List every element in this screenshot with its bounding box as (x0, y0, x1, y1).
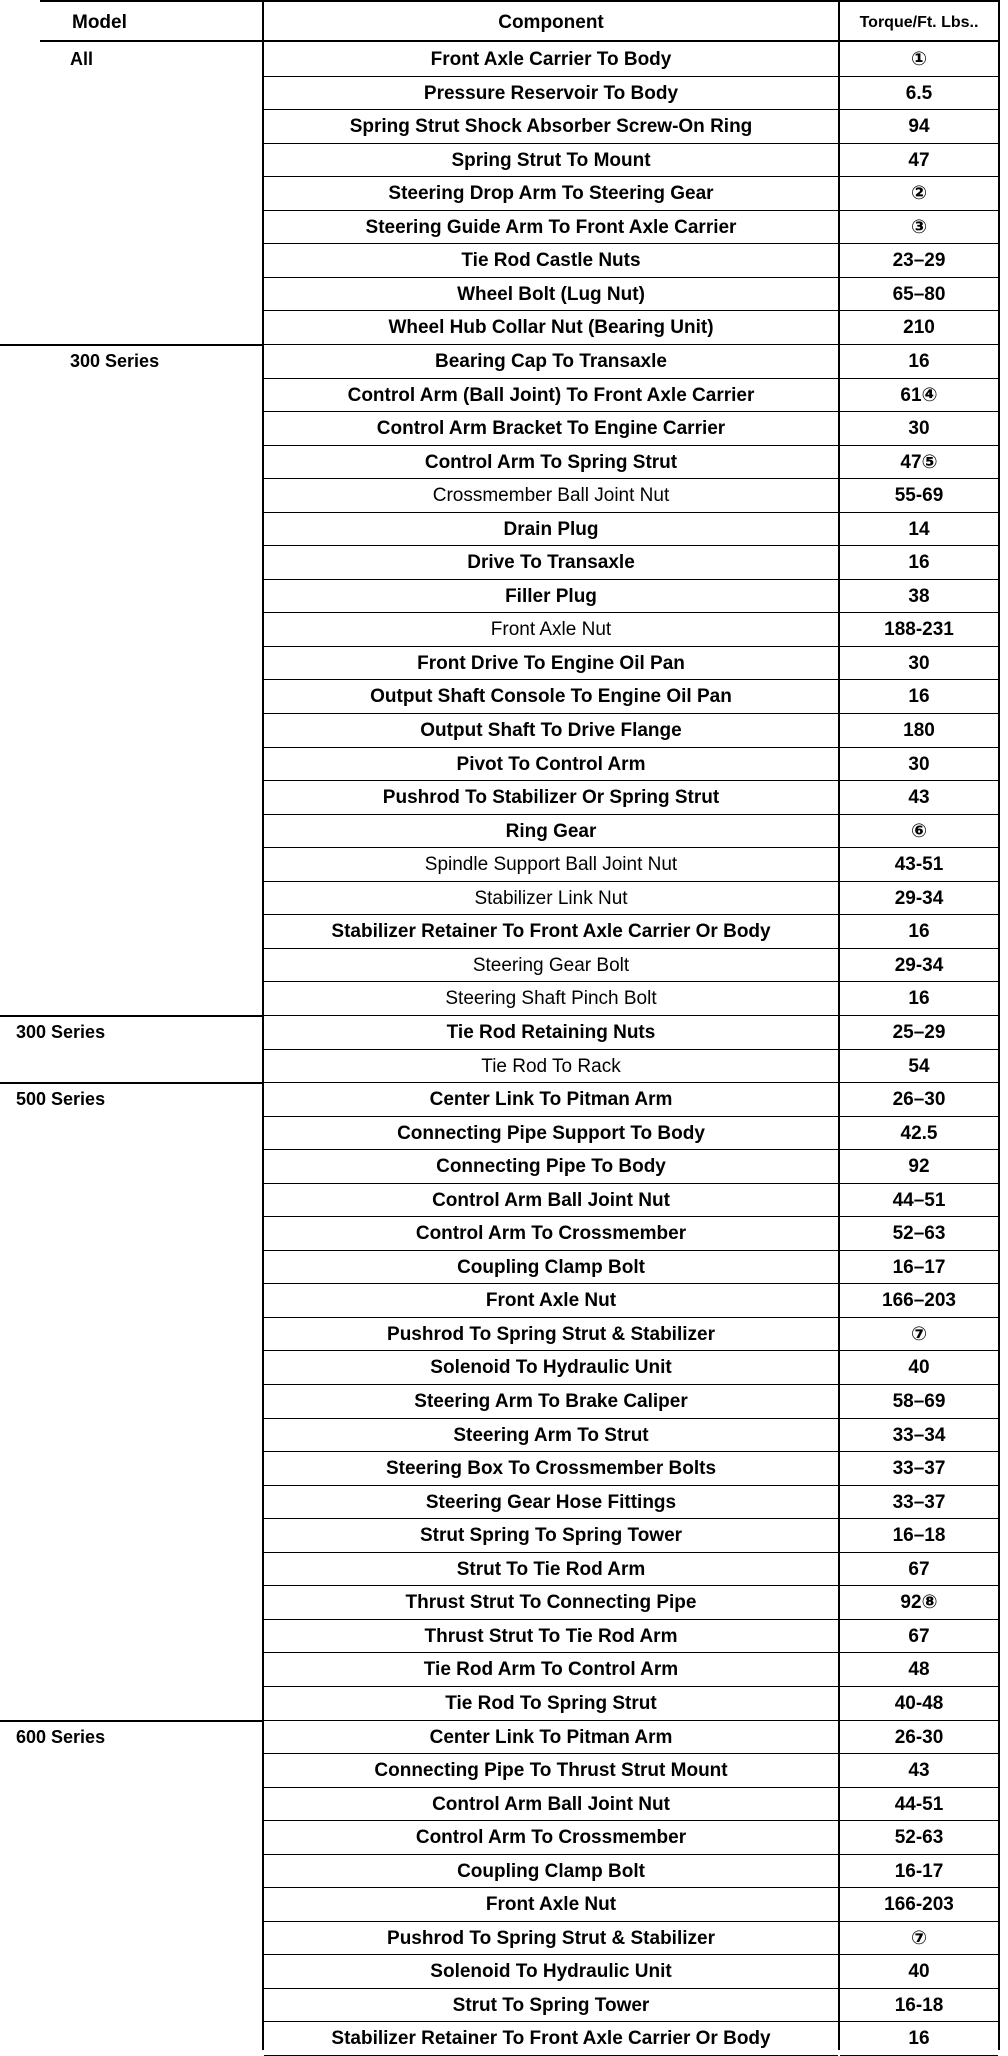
torque-cell: 16–17 (840, 1251, 998, 1285)
component-cell: Pushrod To Spring Strut & Stabilizer (264, 1318, 838, 1352)
table-row (0, 278, 1008, 312)
torque-cell: 16 (840, 982, 998, 1016)
component-cell: Front Axle Nut (264, 613, 838, 647)
table-row (0, 1955, 1008, 1989)
component-cell: Steering Box To Crossmember Bolts (264, 1452, 838, 1486)
torque-cell: 166–203 (840, 1284, 998, 1318)
torque-cell: 16 (840, 546, 998, 580)
component-cell: Strut Spring To Spring Tower (264, 1519, 838, 1553)
table-row (0, 781, 1008, 815)
component-cell: Front Axle Carrier To Body (264, 43, 838, 77)
table-row (0, 2022, 1008, 2056)
table-row (0, 1653, 1008, 1687)
torque-cell: 33–34 (840, 1419, 998, 1453)
torque-cell: 67 (840, 1620, 998, 1654)
component-cell: Spring Strut To Mount (264, 144, 838, 178)
torque-cell: 52-63 (840, 1821, 998, 1855)
component-cell: Control Arm To Crossmember (264, 1217, 838, 1251)
component-cell: Connecting Pipe Support To Body (264, 1117, 838, 1151)
table-row (0, 882, 1008, 916)
table-row (0, 1888, 1008, 1922)
component-cell: Strut To Spring Tower (264, 1989, 838, 2023)
table-row (0, 1922, 1008, 1956)
torque-cell: 16-17 (840, 1855, 998, 1889)
table-row (0, 43, 1008, 77)
torque-cell: 14 (840, 513, 998, 547)
component-cell: Coupling Clamp Bolt (264, 1855, 838, 1889)
torque-cell: 58–69 (840, 1385, 998, 1419)
model-cell: 300 Series (16, 1021, 106, 1042)
torque-cell: 16 (840, 915, 998, 949)
component-cell: Output Shaft Console To Engine Oil Pan (264, 680, 838, 714)
torque-cell: 16–18 (840, 1519, 998, 1553)
component-cell: Control Arm To Spring Strut (264, 446, 838, 480)
table-row (0, 848, 1008, 882)
torque-cell: 61④ (840, 379, 998, 413)
torque-cell: 92 (840, 1150, 998, 1184)
torque-cell: 54 (840, 1050, 998, 1084)
component-cell: Front Axle Nut (264, 1284, 838, 1318)
component-cell: Thrust Strut To Tie Rod Arm (264, 1620, 838, 1654)
component-cell: Center Link To Pitman Arm (264, 1083, 838, 1117)
torque-cell: 6.5 (840, 77, 998, 111)
torque-cell: 33–37 (840, 1486, 998, 1520)
table-row (0, 110, 1008, 144)
component-cell: Steering Gear Hose Fittings (264, 1486, 838, 1520)
component-cell: Tie Rod To Spring Strut (264, 1687, 838, 1721)
table-row (0, 680, 1008, 714)
torque-cell: 65–80 (840, 278, 998, 312)
torque-cell: ① (840, 43, 998, 77)
component-cell: Solenoid To Hydraulic Unit (264, 1351, 838, 1385)
component-cell: Pushrod To Spring Strut & Stabilizer (264, 1922, 838, 1956)
table-row (0, 77, 1008, 111)
table-row (0, 177, 1008, 211)
torque-cell: 188-231 (840, 613, 998, 647)
torque-cell: 26-30 (840, 1721, 998, 1755)
torque-cell: 44–51 (840, 1184, 998, 1218)
torque-cell: 44-51 (840, 1788, 998, 1822)
table-row (0, 144, 1008, 178)
torque-cell: 33–37 (840, 1452, 998, 1486)
torque-cell: 16 (840, 345, 998, 379)
component-cell: Tie Rod Castle Nuts (264, 244, 838, 278)
torque-cell: ③ (840, 211, 998, 245)
component-cell: Steering Arm To Brake Caliper (264, 1385, 838, 1419)
torque-cell: ⑦ (840, 1318, 998, 1352)
component-cell: Pushrod To Stabilizer Or Spring Strut (264, 781, 838, 815)
torque-cell: 52–63 (840, 1217, 998, 1251)
component-cell: Pressure Reservoir To Body (264, 77, 838, 111)
component-cell: Control Arm Ball Joint Nut (264, 1788, 838, 1822)
section-separator (0, 1720, 262, 1722)
torque-cell: 16-18 (840, 1989, 998, 2023)
table-row (0, 1318, 1008, 1352)
header-component: Component (264, 0, 838, 42)
table-row (0, 1284, 1008, 1318)
component-cell: Control Arm Ball Joint Nut (264, 1184, 838, 1218)
table-row (0, 1486, 1008, 1520)
component-cell: Stabilizer Link Nut (264, 882, 838, 916)
table-row (0, 1351, 1008, 1385)
torque-cell: 67 (840, 1553, 998, 1587)
table-row (0, 815, 1008, 849)
component-cell: Drain Plug (264, 513, 838, 547)
torque-cell: 210 (840, 311, 998, 345)
table-row (0, 244, 1008, 278)
component-cell: Center Link To Pitman Arm (264, 1721, 838, 1755)
table-row (0, 1519, 1008, 1553)
torque-cell: ② (840, 177, 998, 211)
table-row (0, 1385, 1008, 1419)
component-cell: Coupling Clamp Bolt (264, 1251, 838, 1285)
table-row (0, 1553, 1008, 1587)
component-cell: Tie Rod Arm To Control Arm (264, 1653, 838, 1687)
torque-cell: 166-203 (840, 1888, 998, 1922)
component-cell: Ring Gear (264, 815, 838, 849)
table-row (0, 1788, 1008, 1822)
table-row (0, 1821, 1008, 1855)
component-cell: Output Shaft To Drive Flange (264, 714, 838, 748)
section-separator (0, 344, 262, 346)
table-row (0, 1620, 1008, 1654)
table-row (0, 1419, 1008, 1453)
component-cell: Steering Gear Bolt (264, 949, 838, 983)
component-cell: Stabilizer Retainer To Front Axle Carrier Or Body (264, 2022, 838, 2056)
component-cell: Spindle Support Ball Joint Nut (264, 848, 838, 882)
table-row (0, 949, 1008, 983)
component-cell: Filler Plug (264, 580, 838, 614)
torque-cell: 94 (840, 110, 998, 144)
table-row (0, 915, 1008, 949)
table-row (0, 714, 1008, 748)
torque-cell: 55-69 (840, 479, 998, 513)
table-row (0, 1452, 1008, 1486)
table-row (0, 1721, 1008, 1755)
section-separator (0, 1082, 262, 1084)
table-row (0, 513, 1008, 547)
component-cell: Steering Shaft Pinch Bolt (264, 982, 838, 1016)
component-cell: Stabilizer Retainer To Front Axle Carrier Or Body (264, 915, 838, 949)
component-cell: Front Drive To Engine Oil Pan (264, 647, 838, 681)
component-cell: Wheel Bolt (Lug Nut) (264, 278, 838, 312)
table-row (0, 1989, 1008, 2023)
table-row (0, 379, 1008, 413)
table-row (0, 311, 1008, 345)
header-torque: Torque/Ft. Lbs.. (840, 0, 998, 42)
table-row (0, 580, 1008, 614)
table-row (0, 647, 1008, 681)
component-cell: Crossmember Ball Joint Nut (264, 479, 838, 513)
torque-cell: 40 (840, 1955, 998, 1989)
torque-cell: 30 (840, 647, 998, 681)
torque-cell: ⑦ (840, 1922, 998, 1956)
component-cell: Steering Drop Arm To Steering Gear (264, 177, 838, 211)
table-row (0, 412, 1008, 446)
component-cell: Control Arm Bracket To Engine Carrier (264, 412, 838, 446)
table-row (0, 1184, 1008, 1218)
model-cell: 500 Series (16, 1089, 106, 1110)
component-cell: Connecting Pipe To Body (264, 1150, 838, 1184)
header-model: Model (40, 0, 262, 42)
torque-cell: 47 (840, 144, 998, 178)
torque-cell: 29-34 (840, 882, 998, 916)
model-cell: 300 Series (70, 350, 160, 371)
table-row (0, 211, 1008, 245)
table-row (0, 1754, 1008, 1788)
component-cell: Drive To Transaxle (264, 546, 838, 580)
torque-cell: 40 (840, 1351, 998, 1385)
table-row (0, 1083, 1008, 1117)
component-cell: Control Arm To Crossmember (264, 1821, 838, 1855)
table-row (0, 546, 1008, 580)
table-row (0, 1217, 1008, 1251)
table-row (0, 1855, 1008, 1889)
table-row (0, 1251, 1008, 1285)
component-cell: Pivot To Control Arm (264, 748, 838, 782)
component-cell: Strut To Tie Rod Arm (264, 1553, 838, 1587)
torque-cell: 42.5 (840, 1117, 998, 1151)
torque-cell: 30 (840, 748, 998, 782)
table-row (0, 345, 1008, 379)
table-row (0, 1050, 1008, 1084)
table-row (0, 1687, 1008, 1721)
table-row (0, 1117, 1008, 1151)
table-row (0, 1586, 1008, 1620)
torque-cell: 25–29 (840, 1016, 998, 1050)
torque-cell: 47⑤ (840, 446, 998, 480)
component-cell: Steering Arm To Strut (264, 1419, 838, 1453)
table-row (0, 982, 1008, 1016)
torque-cell: 29-34 (840, 949, 998, 983)
table-row (0, 1016, 1008, 1050)
table-row (0, 446, 1008, 480)
torque-cell: 40-48 (840, 1687, 998, 1721)
torque-cell: 26–30 (840, 1083, 998, 1117)
component-cell: Tie Rod To Rack (264, 1050, 838, 1084)
component-cell: Connecting Pipe To Thrust Strut Mount (264, 1754, 838, 1788)
component-cell: Wheel Hub Collar Nut (Bearing Unit) (264, 311, 838, 345)
model-cell: All (70, 49, 94, 69)
table-row (0, 1150, 1008, 1184)
torque-cell: 43 (840, 1754, 998, 1788)
component-cell: Tie Rod Retaining Nuts (264, 1016, 838, 1050)
component-cell: Front Axle Nut (264, 1888, 838, 1922)
torque-cell: 92⑧ (840, 1586, 998, 1620)
model-cell: 600 Series (16, 1726, 106, 1747)
table-row (0, 479, 1008, 513)
component-cell: Spring Strut Shock Absorber Screw-On Ring (264, 110, 838, 144)
torque-cell: 38 (840, 580, 998, 614)
section-separator (0, 1015, 262, 1017)
table-row (0, 613, 1008, 647)
torque-cell: 23–29 (840, 244, 998, 278)
component-cell: Control Arm (Ball Joint) To Front Axle Carrier (264, 379, 838, 413)
torque-cell: 16 (840, 2022, 998, 2056)
torque-cell: 16 (840, 680, 998, 714)
torque-cell: ⑥ (840, 815, 998, 849)
table-row (0, 748, 1008, 782)
torque-cell: 180 (840, 714, 998, 748)
component-cell: Thrust Strut To Connecting Pipe (264, 1586, 838, 1620)
torque-cell: 43-51 (840, 848, 998, 882)
component-cell: Bearing Cap To Transaxle (264, 345, 838, 379)
torque-cell: 43 (840, 781, 998, 815)
component-cell: Solenoid To Hydraulic Unit (264, 1955, 838, 1989)
component-cell: Steering Guide Arm To Front Axle Carrier (264, 211, 838, 245)
torque-cell: 30 (840, 412, 998, 446)
torque-cell: 48 (840, 1653, 998, 1687)
